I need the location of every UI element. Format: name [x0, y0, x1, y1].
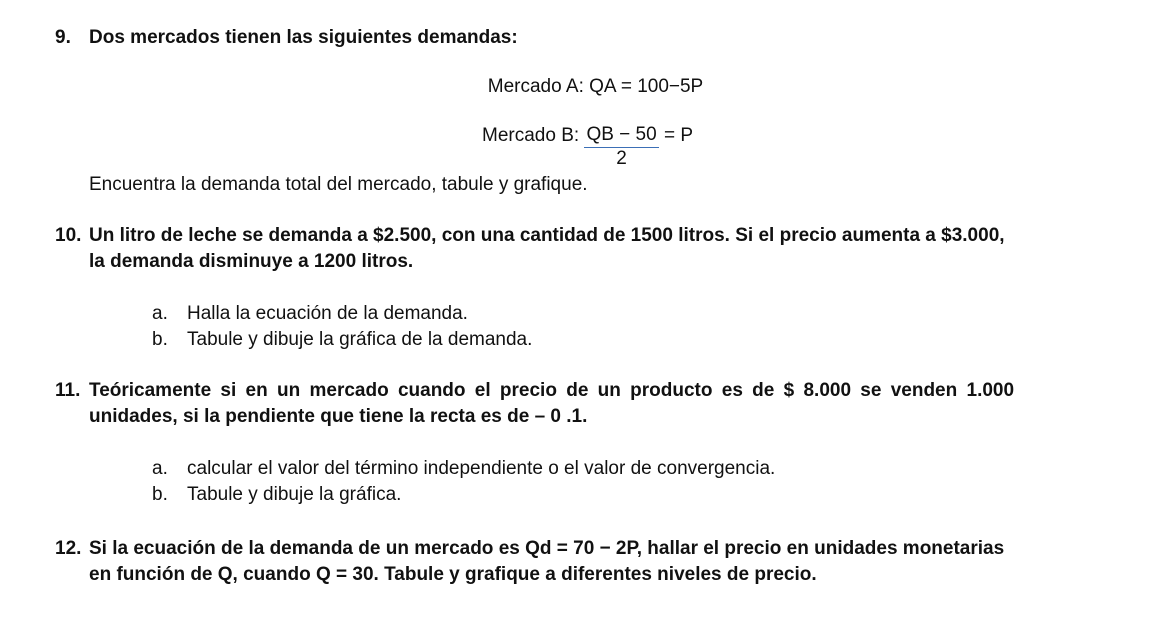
market-b-prefix: Mercado B: [482, 125, 580, 147]
question-10-item-a-marker: a. [152, 303, 168, 324]
question-11-line-1: Teóricamente si en un mercado cuando el precio de un producto es de $ 8.000 se venden 1.000 [89, 380, 1015, 401]
market-b-fraction [584, 124, 658, 170]
question-12-number: 12. [55, 538, 82, 559]
market-b-equation [482, 113, 694, 169]
question-11-number: 11. [55, 380, 81, 401]
question-10-number: 10. [55, 225, 82, 246]
question-10-line-1: Un litro de leche se demanda a $2.500, con una cantidad de 1500 litros. Si el precio aumenta a $3.000, [89, 225, 1005, 246]
fraction-denominator: 2 [616, 148, 627, 169]
question-11-item-a-marker: a. [152, 458, 168, 479]
market-a-equation: Mercado A: QA = 100−5P [487, 76, 704, 97]
question-10-item-b-marker: b. [152, 329, 168, 350]
question-11-item-b-marker: b. [152, 484, 168, 505]
question-10-item-b-text: Tabule y dibuje la gráfica de la demanda. [187, 329, 533, 350]
question-9-text: Dos mercados tienen las siguientes demandas: [89, 27, 518, 48]
question-10-item-a-text: Halla la ecuación de la demanda. [187, 303, 468, 324]
question-11-item-a-text: calcular el valor del término independiente o el valor de convergencia. [187, 458, 776, 479]
question-9-number: 9. [55, 27, 71, 48]
question-11-line-2: unidades, si la pendiente que tiene la recta es de – 0 .1. [89, 406, 588, 427]
fraction-numerator: QB − 50 [584, 124, 658, 148]
question-10-line-2: la demanda disminuye a 1200 litros. [89, 251, 414, 272]
market-b-suffix: = P [663, 125, 694, 147]
question-11-item-b-text: Tabule y dibuje la gráfica. [187, 484, 402, 505]
question-12-line-1: Si la ecuación de la demanda de un mercado es Qd = 70 − 2P, hallar el precio en unidades monetarias [89, 538, 1005, 559]
question-12-line-2: en función de Q, cuando Q = 30. Tabule y grafique a diferentes niveles de precio. [89, 564, 817, 585]
question-9-instruction: Encuentra la demanda total del mercado, tabule y grafique. [89, 174, 588, 195]
